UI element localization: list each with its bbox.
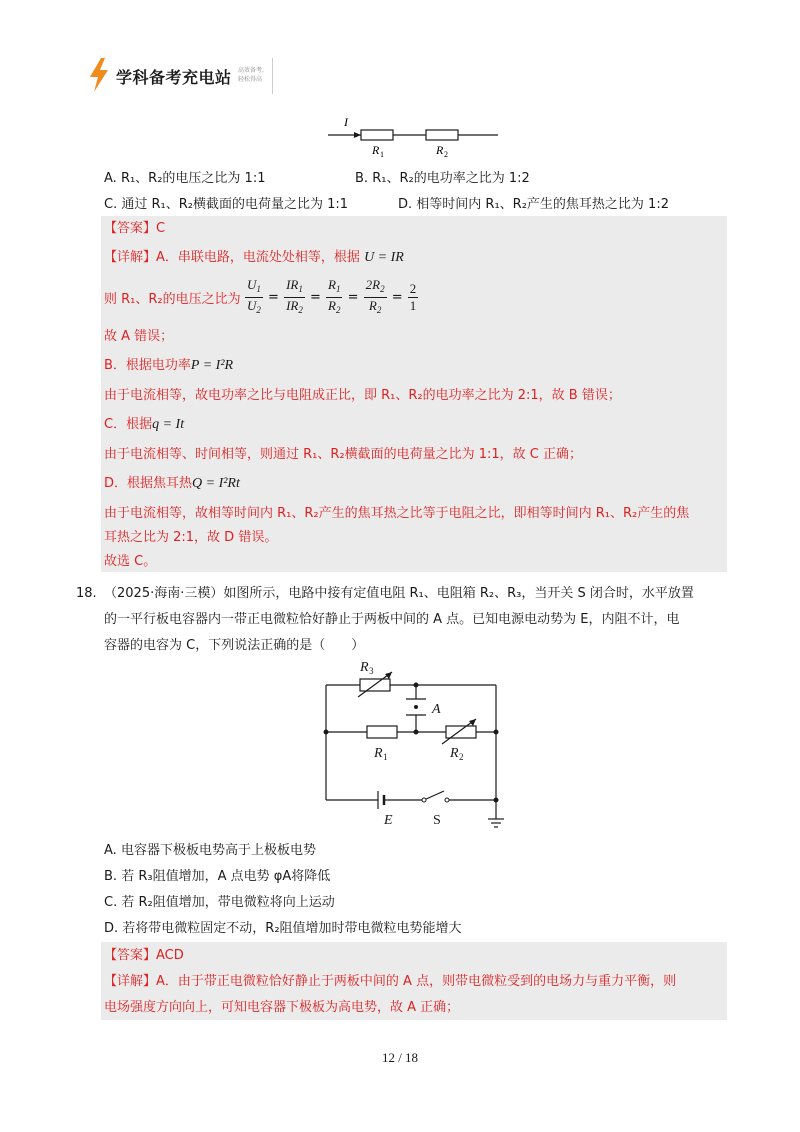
current-label: I (344, 115, 348, 129)
q17-detail-c-conclusion: 由于电流相等、时间相等，则通过 R₁、R₂横截面的电荷量之比为 1:1，故 C 正确； (104, 447, 583, 462)
r2-sub: 2 (444, 150, 448, 159)
q17-option-b: B. R₁、R₂的电功率之比为 1:2 (355, 171, 530, 186)
logo-small-2: 轻松得高 (238, 76, 263, 83)
q17-option-c: C. 通过 R₁、R₂横截面的电荷量之比为 1:1 (104, 197, 349, 212)
r1-label: R (372, 143, 380, 157)
svg-text:R: R (450, 746, 459, 761)
q17-final-choice: 故选 C。 (104, 554, 157, 569)
q17-detail-c: C．根据q = It (104, 417, 185, 432)
svg-text:2: 2 (459, 752, 464, 762)
svg-text:R: R (374, 746, 383, 761)
svg-text:1: 1 (383, 752, 388, 762)
q17-detail-a-conclusion: 故 A 错误； (104, 329, 174, 344)
q18-stem-2: 的一平行板电容器内一带正电微粒恰好静止于两板中间的 A 点。已知电源电动势为 E，内阻不计，电 (104, 612, 680, 627)
q17-detail-d: D．根据焦耳热Q = I²Rt (104, 476, 240, 491)
q17-detail-b: B．根据电功率P = I²R (104, 358, 234, 373)
svg-text:A: A (432, 702, 441, 717)
svg-text:S: S (433, 813, 441, 828)
q18-option-c: C. 若 R₂阻值增加，带电微粒将向上运动 (104, 895, 335, 910)
q18-detail-2: 电场强度方向向上，可知电容器下极板为高电势，故 A 正确； (104, 1000, 460, 1015)
q17-option-a: A. R₁、R₂的电压之比为 1:1 (104, 171, 266, 186)
q17-detail-a: 【详解】A．串联电路，电流处处相等，根据 U = IR (104, 250, 404, 265)
svg-text:R: R (360, 660, 369, 675)
q18-option-b: B. 若 R₃阻值增加，A 点电势 φA将降低 (104, 869, 331, 884)
q17-detail-b-conclusion: 由于电流相等，故电功率之比与电阻成正比，即 R₁、R₂的电功率之比为 2:1，故 B 错误； (104, 388, 621, 403)
series-circuit-figure (326, 113, 526, 163)
svg-text:3: 3 (369, 666, 374, 676)
capacitor-circuit-figure (316, 657, 516, 837)
q17-option-d: D. 相等时间内 R₁、R₂产生的焦耳热之比为 1:2 (398, 197, 669, 212)
q18-answer: 【答案】ACD (104, 948, 184, 963)
q18-detail-1: 【详解】A．由于带正电微粒恰好静止于两板中间的 A 点，则带电微粒受到的电场力与重力平衡，则 (104, 974, 677, 989)
q18-option-a: A. 电容器下极板电势高于上极板电势 (104, 843, 316, 858)
q18-option-d: D. 若将带电微粒固定不动，R₂阻值增加时带电微粒电势能增大 (104, 921, 462, 936)
header-logo (88, 58, 278, 96)
q17-answer: 【答案】C (104, 221, 166, 236)
page-number: 12 / 18 (381, 1050, 419, 1065)
q17-ratio-formula: $\frac{U_1}{U_2}$ = $\frac{IR_1}{IR_2}$ = $\frac{R_1}{R_2}$ = $\frac{2R_2}{R_2}$ = $\frac{2}{1}$ (247, 277, 417, 315)
q18-stem-3: 容器的电容为 C，下列说法正确的是（ ） (104, 638, 365, 653)
q17-detail-d-conclusion-1: 由于电流相等，故相等时间内 R₁、R₂产生的焦耳热之比等于电阻之比，即相等时间内 R₁、R₂产生的焦 (104, 506, 690, 521)
lightning-bolt-icon (88, 58, 110, 92)
r2-label: R (436, 143, 444, 157)
q18-number: 18. (76, 586, 97, 601)
q18-stem-1: （2025·海南·三模）如图所示，电路中接有定值电阻 R₁、电阻箱 R₂、R₃，当开关 S 闭合时，水平放置 (104, 586, 694, 601)
logo-small-1: 高效备考, (238, 67, 264, 74)
q17-ratio-line: 则 R₁、R₂的电压之比为 (104, 292, 241, 307)
q17-detail-d-conclusion-2: 耳热之比为 2:1，故 D 错误。 (104, 530, 278, 545)
logo-text: 学科备考充电站 (116, 68, 232, 87)
r1-sub: 1 (380, 150, 384, 159)
svg-text:E: E (384, 813, 393, 828)
logo-divider (272, 58, 273, 94)
